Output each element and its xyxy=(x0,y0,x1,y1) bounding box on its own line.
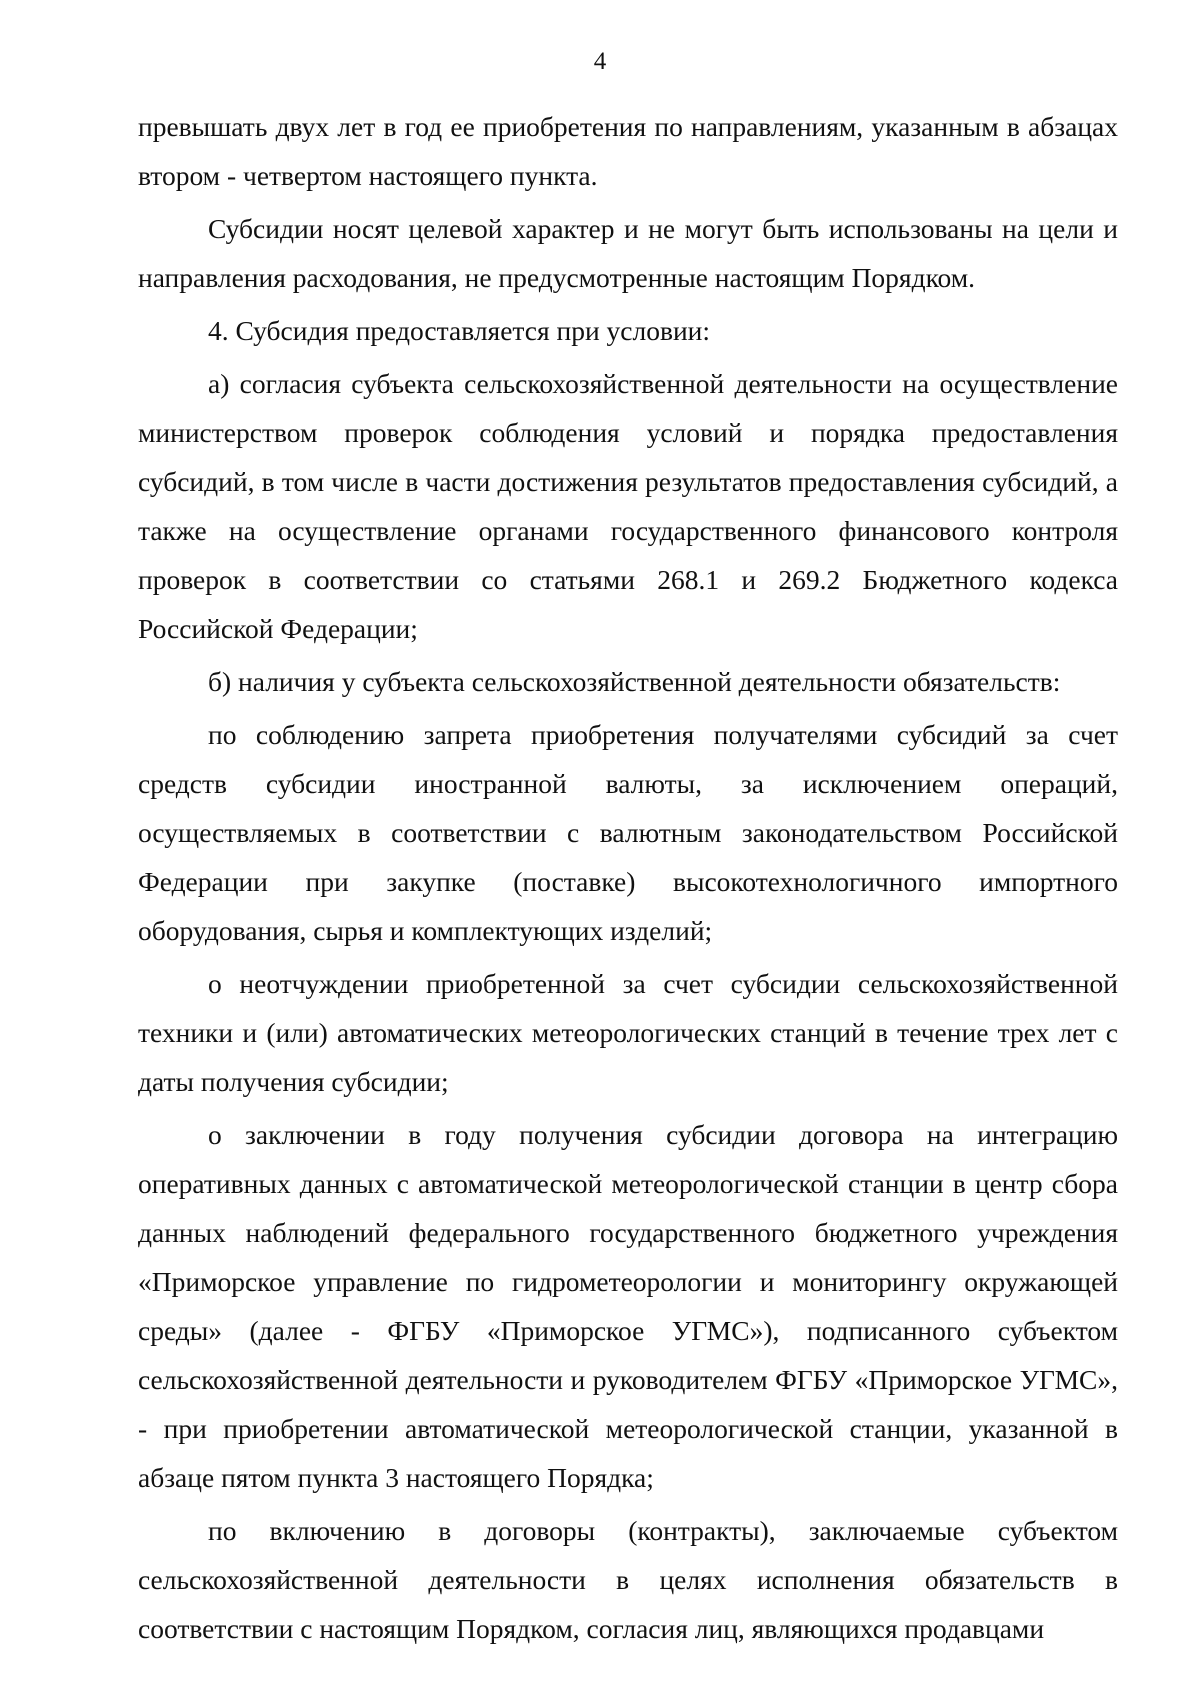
paragraph-clause-4b: б) наличия у субъекта сельскохозяйственной деятельности обязательств: xyxy=(208,666,1061,697)
page-number: 4 xyxy=(593,48,607,75)
paragraph-currency-ban: по соблюдению запрета приобретения получателями субсидий за счет средств субсидии иностранной валюты, за исключением операций, осуществляемых в соответствии с валютным законодательством Российской Федерации при закупке (поставке) высокотехнологичного импортного оборудования, сырья и комплектующих изделий; xyxy=(138,719,1118,946)
paragraph-subsidy-purpose: Субсидии носят целевой характер и не могут быть использованы на цели и направления расходования, не предусмотренные настоящим Порядком. xyxy=(138,213,1118,293)
document-body xyxy=(138,102,1118,1657)
paragraph-data-integration: о заключении в году получения субсидии договора на интеграцию оперативных данных с автоматической метеорологической станции в центр сбора данных наблюдений федерального государственного бюджетного учреждения «Приморское управление по гидрометеорологии и мониторингу окружающей среды» (далее - ФГБУ «Приморское УГМС»), подписанного субъектом сельскохозяйственной деятельности и руководителем ФГБУ «Приморское УГМС», - при приобретении автоматической метеорологической станции, указанной в абзаце пятом пункта 3 настоящего Порядка; xyxy=(138,1119,1118,1493)
paragraph-clause-4: 4. Субсидия предоставляется при условии: xyxy=(208,315,711,346)
paragraph-non-alienation: о неотчуждении приобретенной за счет субсидии сельскохозяйственной техники и (или) автоматических метеорологических станций в течение трех лет с даты получения субсидии; xyxy=(138,968,1118,1097)
paragraph-continuation: превышать двух лет в год ее приобретения по направлениям, указанным в абзацах втором - четвертом настоящего пункта. xyxy=(138,111,1118,191)
paragraph-contracts-consent: по включению в договоры (контракты), заключаемые субъектом сельскохозяйственной деятельности в целях исполнения обязательств в соответствии с настоящим Порядком, согласия лиц, являющихся продавцами xyxy=(138,1515,1118,1644)
paragraph-clause-4a: а) согласия субъекта сельскохозяйственной деятельности на осуществление министерством проверок соблюдения условий и порядка предоставления субсидий, в том числе в части достижения результатов предоставления субсидий, а также на осуществление органами государственного финансового контроля проверок в соответствии со статьями 268.1 и 269.2 Бюджетного кодекса Российской Федерации; xyxy=(138,368,1118,644)
